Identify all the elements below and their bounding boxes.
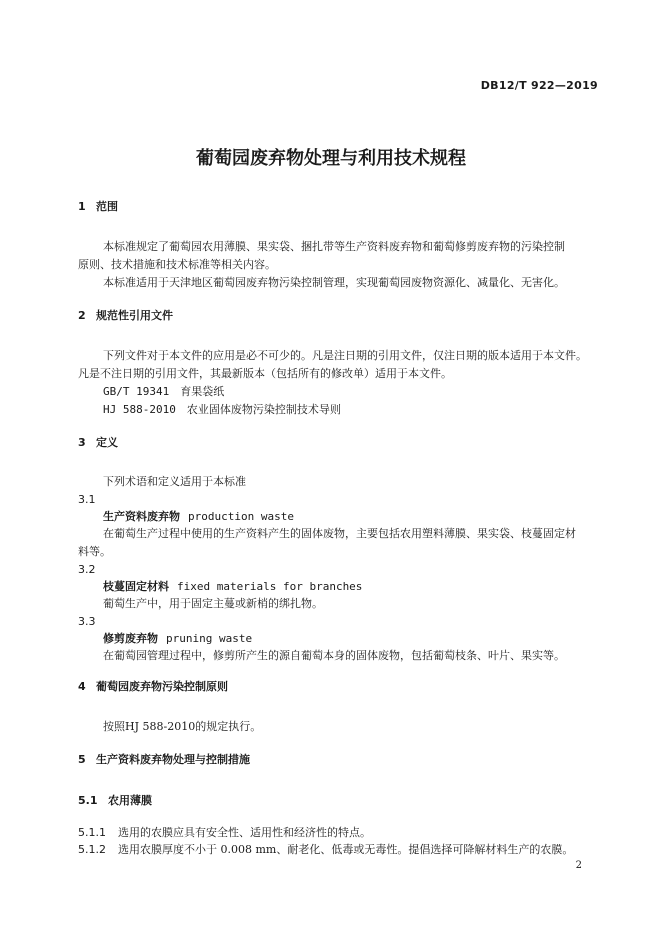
term-3-2-definition: 葡萄生产中，用于固定主蔓或新梢的绑扎物。 <box>103 597 323 610</box>
section-1-heading: 1 范围 <box>78 200 118 213</box>
term-3-1-number: 3.1 <box>78 493 96 506</box>
section-5-heading: 5 生产资料废弃物处理与控制措施 <box>78 753 250 766</box>
term-3-3-definition: 在葡萄园管理过程中，修剪所产生的源自葡萄本身的固体废物，包括葡萄枝条、叶片、果实等。 <box>103 649 565 662</box>
section-5-1-heading: 5.1 农用薄膜 <box>78 794 152 807</box>
term-3-1-definition-line-1: 在葡萄生产过程中使用的生产资料产生的固体废物，主要包括农用塑料薄膜、果实袋、枝蔓固定材 <box>103 527 576 540</box>
section-1-paragraph-1-line-1: 本标准规定了葡萄园农用薄膜、果实袋、捆扎带等生产资料废弃物和葡萄修剪废弃物的污染控制 <box>103 240 565 253</box>
section-3-heading: 3 定义 <box>78 436 118 449</box>
reference-hj-588: HJ 588-2010 农业固体废物污染控制技术导则 <box>103 403 341 416</box>
section-1-paragraph-1-line-2: 原则、技术措施和技术标准等相关内容。 <box>78 258 276 271</box>
section-4-paragraph: 按照HJ 588-2010的规定执行。 <box>103 720 262 733</box>
section-2-paragraph-line-1: 下列文件对于本文件的应用是必不可少的。凡是注日期的引用文件，仅注日期的版本适用于本文件。 <box>103 349 587 362</box>
clause-5-1-1: 5.1.1 选用的农膜应具有安全性、适用性和经济性的特点。 <box>78 826 371 839</box>
section-3-intro: 下列术语和定义适用于本标准 <box>103 475 246 488</box>
term-3-3-number: 3.3 <box>78 615 96 628</box>
clause-5-1-2: 5.1.2 选用农膜厚度不小于 0.008 mm、耐老化、低毒或无毒性。提倡选择可降解材料生产的农膜。 <box>78 843 574 856</box>
document-number: DB12/T 922—2019 <box>480 79 598 92</box>
section-2-heading: 2 规范性引用文件 <box>78 309 173 322</box>
term-3-2-title: 枝蔓固定材料 fixed materials for branches <box>103 580 363 593</box>
section-4-heading: 4 葡萄园废弃物污染控制原则 <box>78 680 228 693</box>
section-1-paragraph-2: 本标准适用于天津地区葡萄园废弃物污染控制管理，实现葡萄园废物资源化、减量化、无害化。 <box>103 276 565 289</box>
term-3-1-definition-line-2: 料等。 <box>78 545 111 558</box>
reference-gbt-19341: GB/T 19341 育果袋纸 <box>103 385 225 398</box>
page-number: 2 <box>575 860 582 871</box>
term-3-2-number: 3.2 <box>78 563 96 576</box>
section-2-paragraph-line-2: 凡是不注日期的引用文件，其最新版本（包括所有的修改单）适用于本文件。 <box>78 367 452 380</box>
term-3-1-title: 生产资料废弃物 production waste <box>103 510 294 523</box>
term-3-3-title: 修剪废弃物 pruning waste <box>103 632 253 645</box>
document-title: 葡萄园废弃物处理与利用技术规程 <box>196 148 466 169</box>
